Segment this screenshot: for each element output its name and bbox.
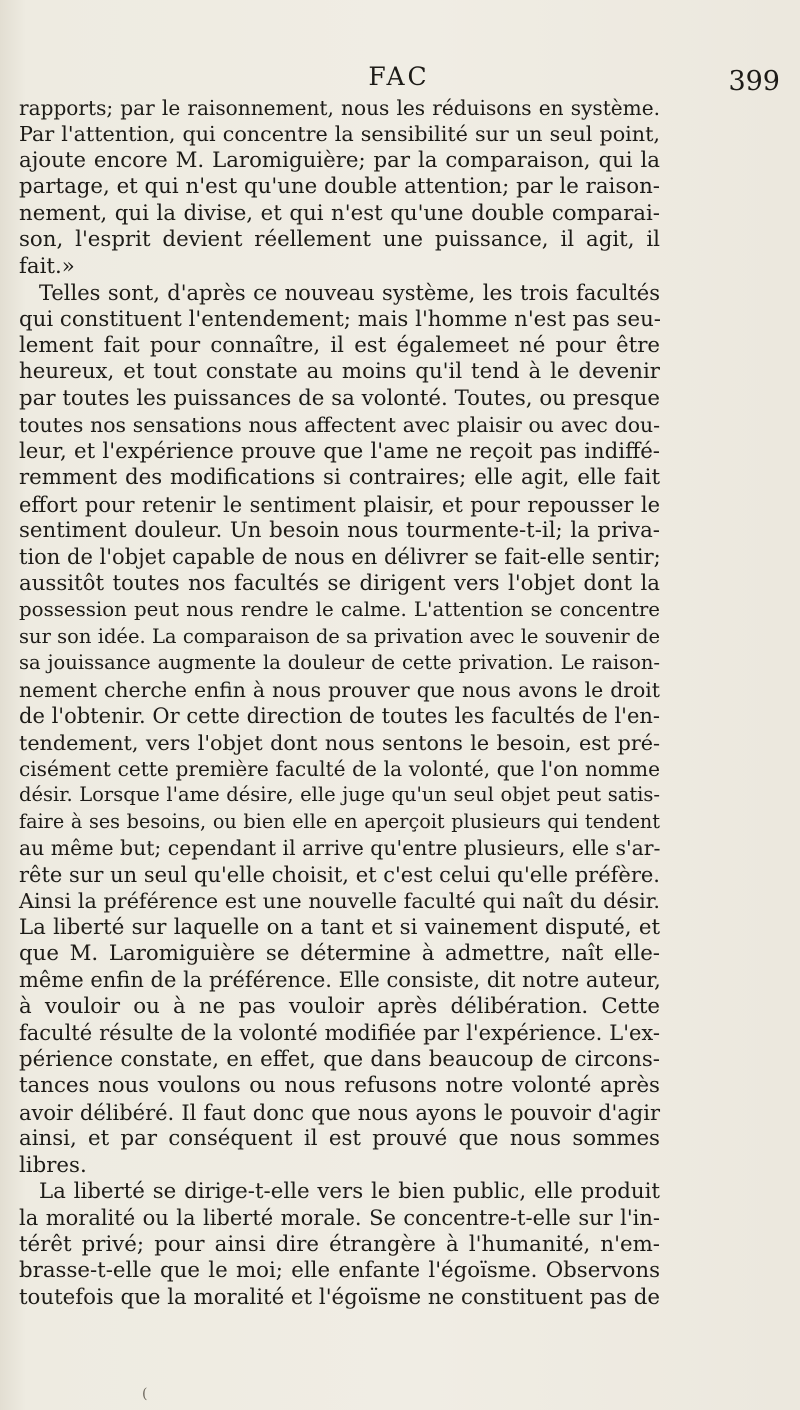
text-line: remment des modifications si contraires; elle agit, elle fait [19, 465, 660, 491]
text-line: au même but; cependant il arrive qu'entre plusieurs, elle s'ar- [19, 836, 661, 861]
text-line: son, l'esprit devient réellement une puissance, il agit, il [19, 227, 660, 253]
page-header [18, 58, 780, 98]
text-line: toutes nos sensations nous affectent avec plaisir ou avec dou- [19, 413, 660, 438]
text-line: faire à ses besoins, ou bien elle en aperçoit plusieurs qui tendent [19, 809, 660, 833]
text-line: toutefois que la moralité et l'égoïsme ne constituent pas de [19, 1284, 660, 1310]
text-line: Par l'attention, qui concentre la sensibilité sur un seul point, [19, 122, 660, 147]
text-line: sur son idée. La comparaison de sa privation avec le souvenir de [19, 624, 660, 648]
text-line: leur, et l'expérience prouve que l'ame ne reçoit pas indiffé- [19, 438, 660, 464]
text-line: tion de l'objet capable de nous en délivrer se fait-elle sentir; [19, 545, 661, 570]
text-line: par toutes les puissances de sa volonté. Toutes, ou presque [19, 385, 660, 411]
text-line: faculté résulte de la volonté modifiée par l'expérience. L'ex- [19, 1021, 660, 1046]
page-number: 399 [728, 66, 780, 97]
text-line: La liberté sur laquelle on a tant et si vainement disputé, et [19, 914, 660, 940]
text-line: avoir délibéré. Il faut donc que nous ayons le pouvoir d'agir [19, 1100, 660, 1125]
text-line: nement cherche enfin à nous prouver que nous avons le droit [19, 677, 660, 702]
text-line: sentiment douleur. Un besoin nous tourmente-t-il; la priva- [19, 518, 660, 543]
running-head: FAC [368, 62, 430, 91]
text-line: cisément cette première faculté de la volonté, que l'on nomme [19, 756, 660, 781]
text-line: La liberté se dirige-t-elle vers le bien public, elle produit [39, 1178, 660, 1204]
text-line: partage, et qui n'est qu'une double attention; par le raison- [19, 174, 660, 200]
text-line: libres. [19, 1152, 87, 1178]
text-line: tances nous voulons ou nous refusons notre volonté après [19, 1073, 660, 1099]
text-line: qui constituent l'entendement; mais l'homme n'est pas seu- [19, 306, 662, 332]
text-line: rapports; par le raisonnement, nous les réduisons en système. [19, 96, 660, 120]
text-line: périence constate, en effet, que dans beaucoup de circons- [19, 1046, 660, 1072]
text-line: désir. Lorsque l'ame désire, elle juge qu'un seul objet peut satis- [19, 783, 660, 807]
body-text [19, 95, 660, 1311]
text-line: sa jouissance augmente la douleur de cette privation. Le raison- [19, 651, 660, 675]
text-line: ainsi, et par conséquent il est prouvé que nous sommes [19, 1126, 660, 1152]
text-line: à vouloir ou à ne pas vouloir après délibération. Cette [19, 993, 660, 1019]
text-line: brasse-t-elle que le moi; elle enfante l'égoïsme. Observons [19, 1258, 660, 1284]
text-line: térêt privé; pour ainsi dire étrangère à l'humanité, n'em- [19, 1231, 660, 1257]
text-line: de l'obtenir. Or cette direction de toutes les facultés de l'en- [19, 704, 660, 729]
text-line: Ainsi la préférence est une nouvelle faculté qui naît du désir. [19, 889, 660, 914]
text-line: tendement, vers l'objet dont nous sentons le besoin, est pré- [19, 730, 660, 755]
text-line: ajoute encore M. Laromiguière; par la comparaison, qui la [19, 147, 660, 173]
page-mark: ( [142, 1386, 148, 1402]
text-line: lement fait pour connaître, il est égalemeet né pour être [19, 332, 660, 358]
text-line: que M. Laromiguière se détermine à admettre, naît elle- [19, 941, 660, 966]
text-line: possession peut nous rendre le calme. L'attention se concentre [19, 598, 660, 622]
text-line: effort pour retenir le sentiment plaisir, et pour repousser le [19, 492, 660, 517]
text-line: fait.» [19, 253, 75, 279]
text-line: Telles sont, d'après ce nouveau système, les trois facultés [39, 281, 660, 306]
text-line: rête sur un seul qu'elle choisit, et c'est celui qu'elle préfère. [19, 862, 660, 887]
text-line: heureux, et tout constate au moins qu'il tend à le devenir [19, 359, 660, 385]
text-line: aussitôt toutes nos facultés se dirigent vers l'objet dont la [19, 570, 660, 596]
text-line: la moralité ou la liberté morale. Se concentre-t-elle sur l'in- [19, 1206, 660, 1231]
text-line: même enfin de la préférence. Elle consiste, dit notre auteur, [19, 968, 661, 993]
text-line: nement, qui la divise, et qui n'est qu'une double comparai- [19, 200, 660, 226]
